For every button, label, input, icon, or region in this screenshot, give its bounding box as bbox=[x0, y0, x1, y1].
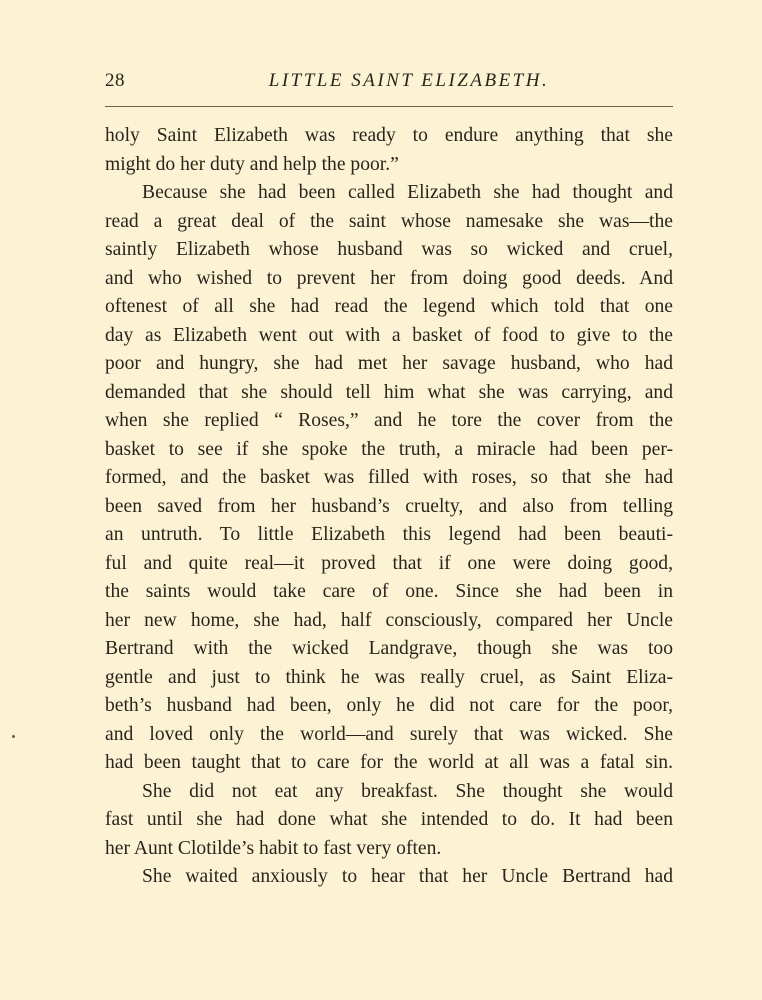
text-line: when she replied “ Roses,” and he tore the cover from the bbox=[105, 410, 673, 431]
text-line: demanded that she should tell him what she was carrying, and bbox=[105, 381, 673, 403]
text-line: been saved from her husband’s cruelty, and also from telling bbox=[105, 495, 673, 517]
text-line: Bertrand with the wicked Landgrave, though she was too bbox=[105, 638, 673, 659]
text-line: and loved only the world—and surely that was wicked. She bbox=[105, 723, 673, 745]
text-line: poor and hungry, she had met her savage husband, who had bbox=[105, 353, 673, 374]
text-line: She did not eat any breakfast. She thought she would bbox=[142, 780, 673, 802]
text-line: an untruth. To little Elizabeth this legend had been beauti- bbox=[105, 524, 673, 545]
text-line: her Aunt Clotilde’s habit to fast very often. bbox=[105, 837, 442, 859]
text-line: the saints would take care of one. Since she had been in bbox=[105, 581, 673, 602]
text-line: and who wished to prevent her from doing good deeds. And bbox=[105, 267, 673, 289]
text-line: had been taught that to care for the world at all was a fatal sin. bbox=[105, 752, 673, 773]
text-line: day as Elizabeth went out with a basket of food to give to the bbox=[105, 324, 673, 346]
running-header bbox=[105, 70, 673, 94]
text-line: might do her duty and help the poor.” bbox=[105, 153, 399, 175]
text-line: Because she had been called Elizabeth she had thought and bbox=[142, 182, 673, 203]
text-line: holy Saint Elizabeth was ready to endure anything that she bbox=[105, 125, 673, 146]
text-line: saintly Elizabeth whose husband was so wicked and cruel, bbox=[105, 239, 673, 260]
body-text bbox=[105, 122, 673, 892]
running-title: LITTLE SAINT ELIZABETH. bbox=[268, 70, 550, 91]
text-line: ful and quite real—it proved that if one were doing good, bbox=[105, 552, 673, 574]
margin-speck bbox=[12, 735, 15, 738]
page-number: 28 bbox=[105, 70, 125, 91]
text-line: basket to see if she spoke the truth, a miracle had been per- bbox=[105, 438, 673, 460]
text-line: gentle and just to think he was really cruel, as Saint Eliza- bbox=[105, 666, 673, 688]
text-line: oftenest of all she had read the legend which told that one bbox=[105, 296, 673, 317]
text-line: read a great deal of the saint whose namesake she was—the bbox=[105, 210, 673, 232]
text-line: fast until she had done what she intended to do. It had been bbox=[105, 809, 673, 830]
text-line: formed, and the basket was filled with roses, so that she had bbox=[105, 467, 673, 488]
text-line: her new home, she had, half consciously, compared her Uncle bbox=[105, 609, 673, 631]
text-line: She waited anxiously to hear that her Uncle Bertrand had bbox=[142, 866, 673, 887]
header-rule bbox=[105, 106, 673, 107]
text-line: beth’s husband had been, only he did not care for the poor, bbox=[105, 695, 673, 716]
